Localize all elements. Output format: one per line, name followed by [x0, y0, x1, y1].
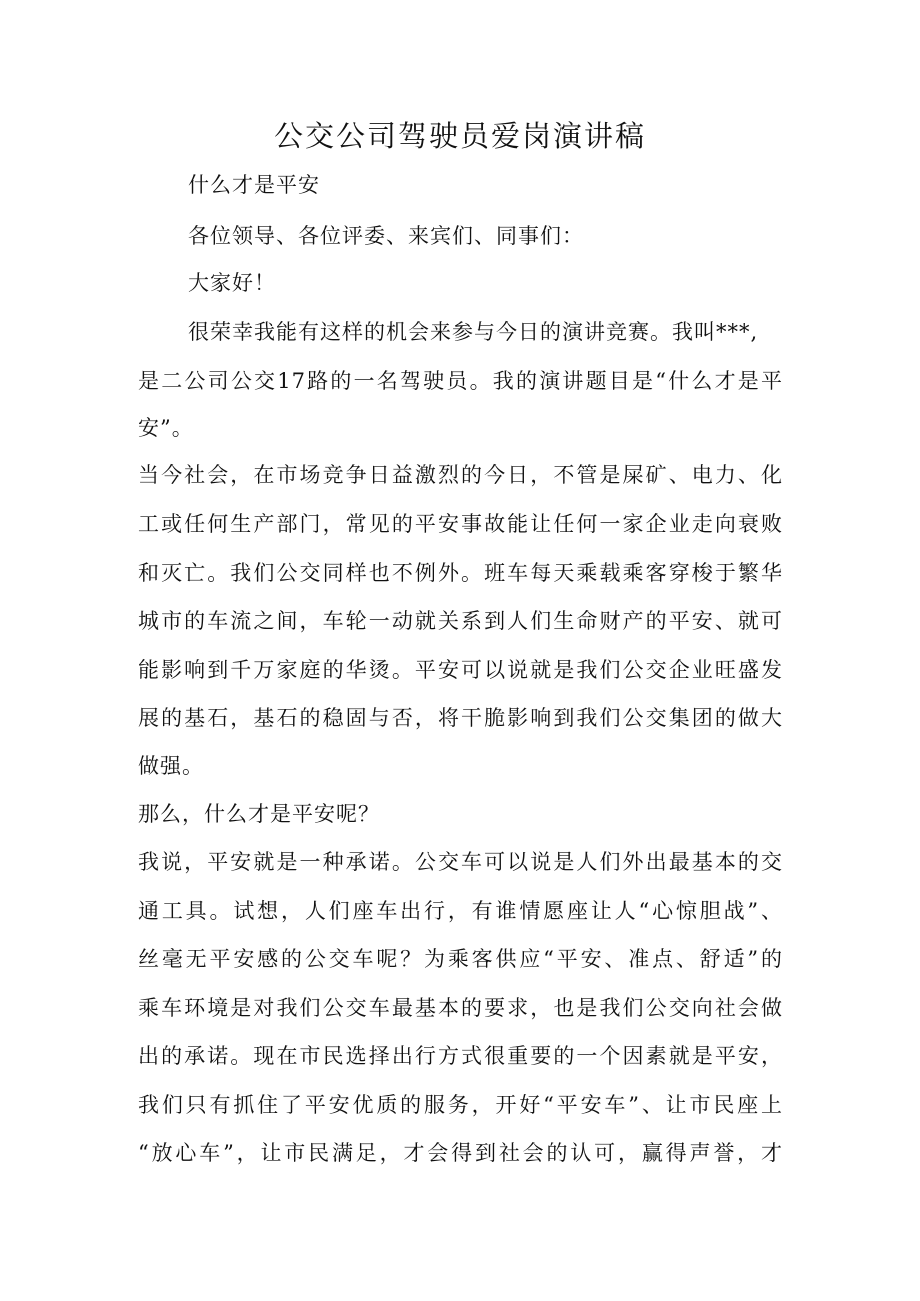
- paragraph-line: 是二公司公交17路的一名驾驶员。我的演讲题目是“什么才是平: [138, 369, 783, 393]
- paragraph-line: 通工具。试想，人们座车出行，有谁情愿座让人“心惊胆战”、: [138, 899, 783, 923]
- paragraph-line: “放心车”，让市民满足，才会得到社会的认可，赢得声誉，才: [138, 1141, 783, 1165]
- paragraph-line: 工或任何生产部门，常见的平安事故能让任何一家企业走向衰败: [138, 512, 783, 536]
- paragraph-line: 安”。: [138, 416, 194, 440]
- paragraph-line: 很荣幸我能有这样的机会来参与今日的演讲竞赛。我叫***,: [188, 320, 759, 344]
- document-title: 公交公司驾驶员爱岗演讲稿: [273, 119, 646, 153]
- paragraph-line: 展的基石，基石的稳固与否，将干脆影响到我们公交集团的做大: [138, 706, 783, 730]
- paragraph-line: 城市的车流之间，车轮一动就关系到人们生命财产的平安、就可: [138, 609, 783, 633]
- salutation-line: 各位领导、各位评委、来宾们、同事们：: [188, 224, 584, 248]
- paragraph-line: 丝毫无平安感的公交车呢？为乘客供应“平安、准点、舒适”的: [138, 947, 783, 971]
- paragraph-line: 当今社会，在市场竞争日益激烈的今日，不管是屎矿、电力、化: [138, 463, 783, 487]
- greeting-line: 大家好！: [188, 271, 276, 295]
- paragraph-line: 我说，平安就是一种承诺。公交车可以说是人们外出最基本的交: [138, 850, 783, 874]
- paragraph-line: 出的承诺。现在市民选择出行方式很重要的一个因素就是平安，: [138, 1044, 783, 1068]
- paragraph-line: 那么，什么才是平安呢？: [138, 802, 380, 826]
- paragraph-line: 乘车环境是对我们公交车最基本的要求，也是我们公交向社会做: [138, 996, 783, 1020]
- paragraph-line: 能影响到千万家庭的华烫。平安可以说就是我们公交企业旺盛发: [138, 658, 783, 682]
- paragraph-line: 和灭亡。我们公交同样也不例外。班车每天乘载乘客穿梭于繁华: [138, 561, 783, 585]
- paragraph-line: 我们只有抓住了平安优质的服务，开好“平安车”、让市民座上: [138, 1093, 783, 1117]
- paragraph-line: 做强。: [138, 754, 204, 778]
- subtitle-line: 什么才是平安: [188, 173, 320, 197]
